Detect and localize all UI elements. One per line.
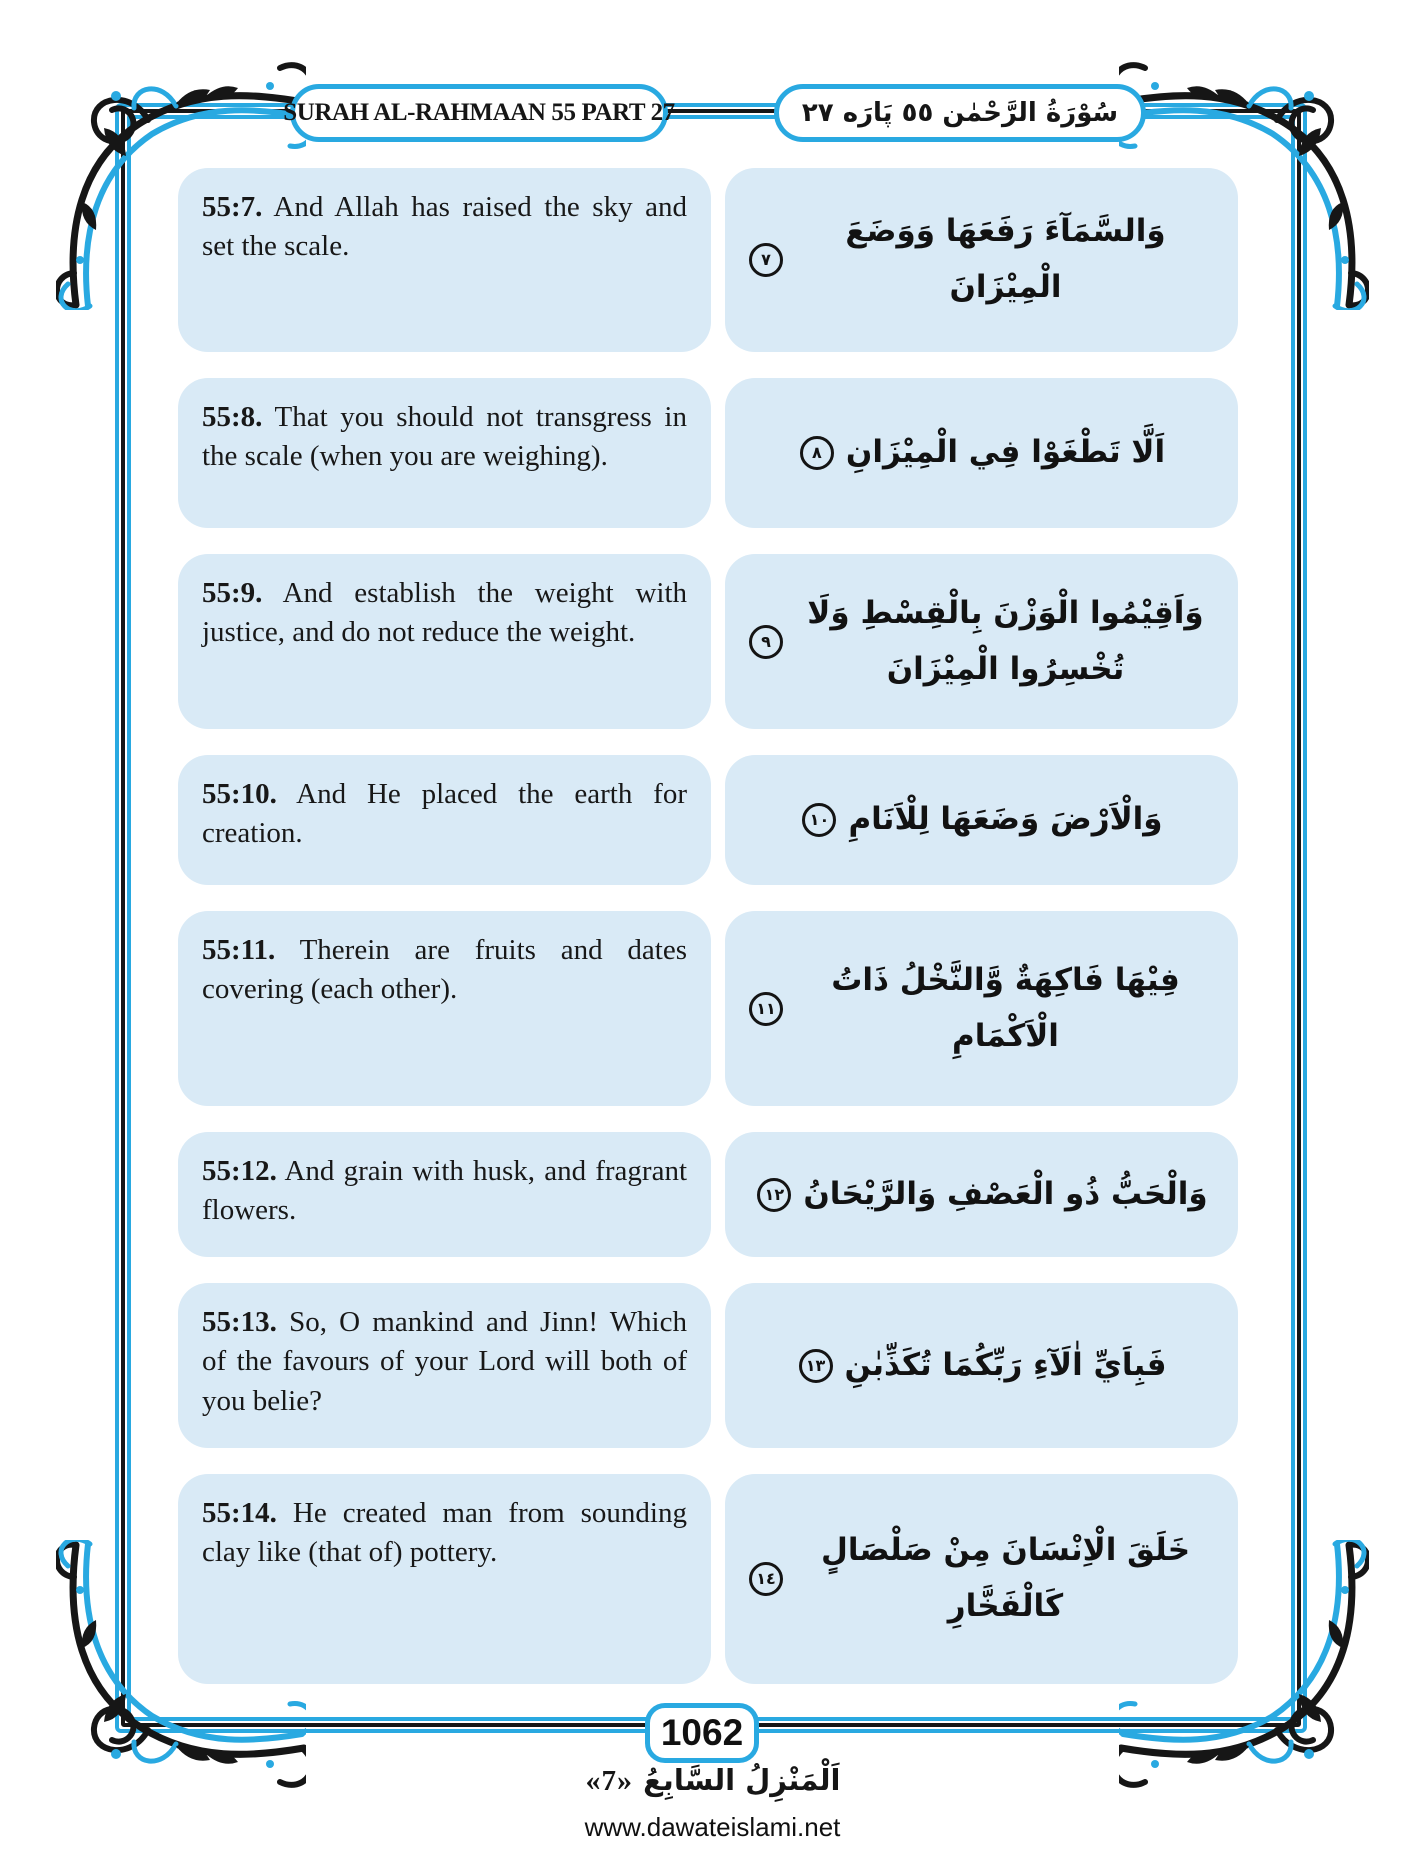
manzil-arabic: اَلْمَنْزِلُ السَّابِعُ xyxy=(643,1763,841,1797)
verse-translation-text: And Allah has raised the sky and set the scale. xyxy=(202,191,687,263)
verse-translation-text: He created man from sounding clay like (that of) pottery. xyxy=(202,1497,687,1569)
manzil-number: 7 xyxy=(601,1765,617,1797)
verse-translation-text: So, O mankind and Jinn! Which of the favours of your Lord will both of you belie? xyxy=(202,1306,687,1417)
surah-title-english: SURAH AL-RAHMAAN 55 PART 27 xyxy=(283,99,675,126)
ayah-number-badge: ١٠ xyxy=(802,803,836,837)
verse-arabic-box xyxy=(725,1283,1238,1448)
verse-translation-text: That you should not transgress in the scale (when you are weighing). xyxy=(202,401,687,473)
verse-translation-text: And grain with husk, and fragrant flowers. xyxy=(202,1155,688,1227)
verse-arabic-box xyxy=(725,168,1238,352)
ayah-number-badge: ١٤ xyxy=(749,1562,783,1596)
ayah-number-badge: ١٢ xyxy=(757,1178,791,1212)
verse-row xyxy=(178,378,1238,528)
page-number-badge xyxy=(645,1703,759,1763)
verse-arabic-box xyxy=(725,378,1238,528)
verse-translation-box xyxy=(178,1283,711,1448)
verse-row xyxy=(178,755,1238,885)
verse-arabic-text: اَلَّا تَطْغَوْا فِي الْمِيْزَانِ xyxy=(845,434,1166,471)
verse-arabic-text: خَلَقَ الْاِنْسَانَ مِنْ صَلْصَالٍ كَالْفَخَّارِ xyxy=(820,1532,1191,1624)
verse-row xyxy=(178,1474,1238,1684)
verse-translation-box xyxy=(178,1474,711,1684)
verse-row xyxy=(178,911,1238,1106)
ayah-number-badge: ٩ xyxy=(749,625,783,659)
verse-arabic-text: وَاَقِيْمُوا الْوَزْنَ بِالْقِسْطِ وَلَا تُخْسِرُوا الْمِيْزَانَ xyxy=(807,594,1204,687)
page-number: 1062 xyxy=(660,1712,744,1753)
manzil-line xyxy=(0,1763,1425,1798)
surah-title-banner-arabic xyxy=(774,84,1146,142)
verse-row xyxy=(178,1132,1238,1257)
website-url: www.dawateislami.net xyxy=(584,1812,841,1842)
verse-reference: 55:12. xyxy=(202,1155,277,1187)
verse-reference: 55:10. xyxy=(202,778,277,810)
verse-translation-text: And He placed the earth for creation. xyxy=(202,778,687,850)
verse-reference: 55:14. xyxy=(202,1497,277,1529)
verse-translation-box xyxy=(178,755,711,885)
verse-translation-box xyxy=(178,911,711,1106)
verse-row xyxy=(178,168,1238,352)
ayah-number-badge: ٨ xyxy=(800,436,834,470)
verse-arabic-text: وَالْحَبُّ ذُو الْعَصْفِ وَالرَّيْحَانُ xyxy=(803,1175,1208,1212)
verse-arabic-box xyxy=(725,554,1238,729)
verse-reference: 55:8. xyxy=(202,401,263,433)
verse-arabic-box xyxy=(725,1474,1238,1684)
verse-translation-box xyxy=(178,554,711,729)
verse-reference: 55:9. xyxy=(202,577,263,609)
verse-translation-text: And establish the weight with justice, and do not reduce the weight. xyxy=(202,577,687,649)
ornate-bracket-close: » xyxy=(585,1764,601,1797)
verse-translation-box xyxy=(178,168,711,352)
verse-row xyxy=(178,554,1238,729)
surah-title-arabic: سُوْرَةُ الرَّحْمٰن ٥٥ پَارَه ٢٧ xyxy=(801,98,1119,128)
verse-reference: 55:7. xyxy=(202,191,263,223)
verse-translation-text: Therein are fruits and dates covering (each other). xyxy=(202,934,688,1006)
verse-reference: 55:11. xyxy=(202,934,276,966)
verse-row xyxy=(178,1283,1238,1448)
verse-arabic-text: فِيْهَا فَاكِهَةٌ وَّالنَّخْلُ ذَاتُ الْاَكْمَامِ xyxy=(831,961,1180,1054)
verse-translation-box xyxy=(178,378,711,528)
verse-reference: 55:13. xyxy=(202,1306,277,1338)
verse-arabic-text: وَالسَّمَآءَ رَفَعَهَا وَوَضَعَ الْمِيْزَانَ xyxy=(845,213,1166,305)
verse-arabic-box xyxy=(725,755,1238,885)
ayah-number-badge: ١١ xyxy=(749,992,783,1026)
verse-arabic-text: فَبِاَيِّ اٰلَآءِ رَبِّكُمَا تُكَذِّبٰنِ xyxy=(844,1346,1167,1383)
ayah-number-badge: ١٣ xyxy=(799,1349,833,1383)
ornate-bracket-open: « xyxy=(617,1764,633,1797)
ayah-number-badge: ٧ xyxy=(749,243,783,277)
verse-arabic-text: وَالْاَرْضَ وَضَعَهَا لِلْاَنَامِ xyxy=(848,801,1163,838)
verse-translation-box xyxy=(178,1132,711,1257)
surah-title-banner-english xyxy=(283,84,675,142)
verses xyxy=(178,168,1238,1684)
verse-arabic-box xyxy=(725,911,1238,1106)
verse-arabic-box xyxy=(725,1132,1238,1257)
